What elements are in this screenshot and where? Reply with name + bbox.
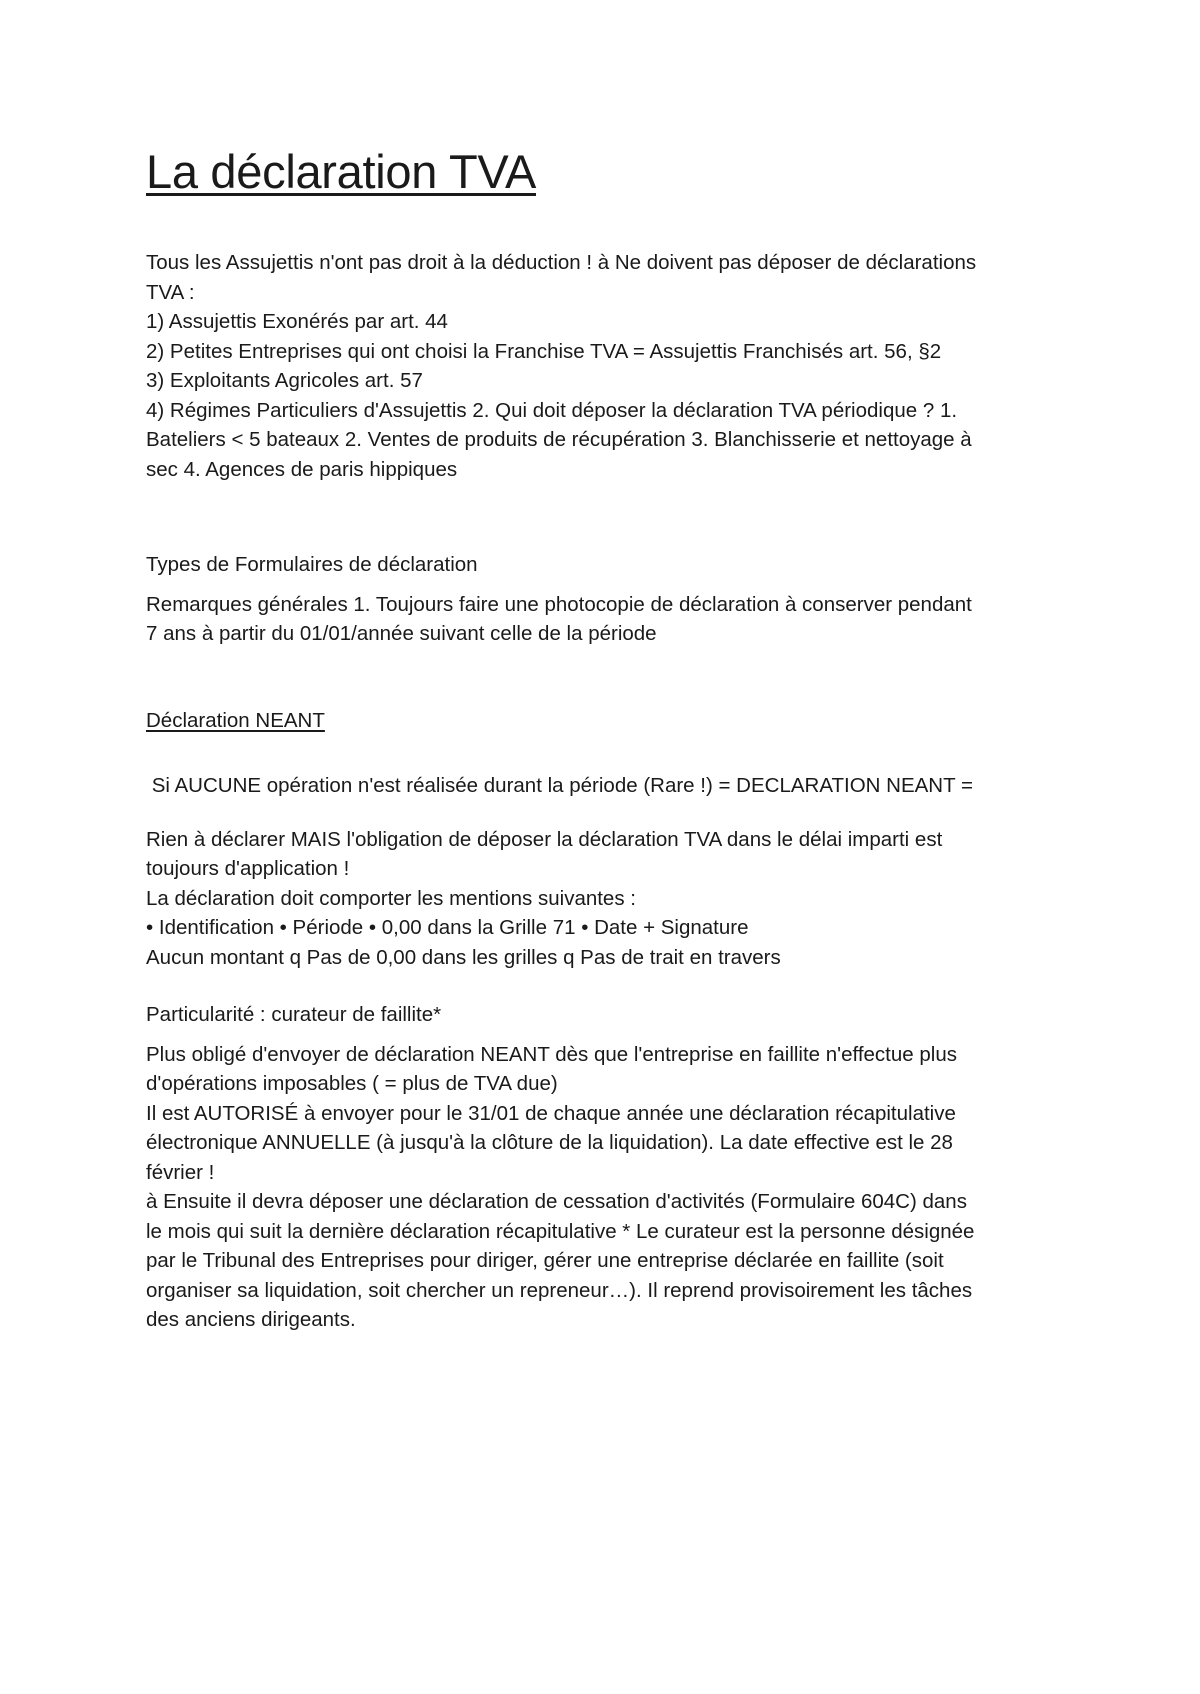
intro-line: 2) Petites Entreprises qui ont choisi la Franchise TVA = Assujettis Franchisés art. 56, §2 xyxy=(146,339,942,363)
intro-line: Bateliers < 5 bateaux 2. Ventes de produits de récupération 3. Blanchisserie et nettoyage à xyxy=(146,428,972,451)
intro-line: TVA : xyxy=(146,280,195,304)
remarks-line: Remarques générales 1. Toujours faire une photocopie de déclaration à conserver pendant xyxy=(146,592,972,616)
intro-line: sec 4. Agences de paris hippiques xyxy=(146,457,458,481)
intro-line: 4) Régimes Particuliers d'Assujettis 2. Qui doit déposer la déclaration TVA périodique ? 1. xyxy=(146,398,958,422)
intro-line: 1) Assujettis Exonérés par art. 44 xyxy=(146,310,448,333)
particularity-line: à Ensuite il devra déposer une déclaration de cessation d'activités (Formulaire 604C) dans xyxy=(146,1190,967,1213)
particularity-line: février ! xyxy=(146,1160,215,1184)
neant-heading: Déclaration NEANT xyxy=(146,708,325,732)
document-title: La déclaration TVA xyxy=(146,145,536,198)
particularity-line: électronique ANNUELLE (à jusqu'à la clôture de la liquidation). La date effective est le 28 xyxy=(146,1131,953,1154)
neant-detail-line: La déclaration doit comporter les mentions suivantes : xyxy=(146,886,636,910)
particularity-line: Plus obligé d'envoyer de déclaration NEANT dès que l'entreprise en faillite n'effectue plus xyxy=(146,1042,957,1066)
neant-detail-paragraph xyxy=(146,825,1076,973)
types-heading: Types de Formulaires de déclaration xyxy=(146,553,478,576)
particularity-line: des anciens dirigeants. xyxy=(146,1308,356,1331)
neant-detail-line: Aucun montant q Pas de 0,00 dans les grilles q Pas de trait en travers xyxy=(146,945,781,969)
particularity-line: Il est AUTORISÉ à envoyer pour le 31/01 de chaque année une déclaration récapitulative xyxy=(146,1101,956,1125)
particularity-heading: Particularité : curateur de faillite* xyxy=(146,1003,442,1026)
neant-detail-line: toujours d'application ! xyxy=(146,857,350,880)
intro-paragraph xyxy=(146,248,1076,484)
particularity-paragraph xyxy=(146,1040,1076,1335)
neant-line: Si AUCUNE opération n'est réalisée durant la période (Rare !) = DECLARATION NEANT = xyxy=(146,774,973,797)
particularity-line: par le Tribunal des Entreprises pour diriger, gérer une entreprise déclarée en faillite (soit xyxy=(146,1249,944,1272)
intro-line: 3) Exploitants Agricoles art. 57 xyxy=(146,369,423,392)
document-content xyxy=(146,140,1076,1335)
neant-detail-line: • Identification • Période • 0,00 dans la Grille 71 • Date + Signature xyxy=(146,916,749,939)
neant-detail-line: Rien à déclarer MAIS l'obligation de déposer la déclaration TVA dans le délai imparti est xyxy=(146,827,943,851)
particularity-line: d'opérations imposables ( = plus de TVA due) xyxy=(146,1072,558,1095)
intro-line: Tous les Assujettis n'ont pas droit à la déduction ! à Ne doivent pas déposer de déclarations xyxy=(146,251,977,274)
remarks-paragraph xyxy=(146,590,1076,649)
particularity-line: organiser sa liquidation, soit chercher un repreneur…). Il reprend provisoirement les tâches xyxy=(146,1278,973,1302)
particularity-line: le mois qui suit la dernière déclaration récapitulative * Le curateur est la personne désignée xyxy=(146,1219,975,1243)
remarks-line: 7 ans à partir du 01/01/année suivant celle de la période xyxy=(146,622,657,645)
